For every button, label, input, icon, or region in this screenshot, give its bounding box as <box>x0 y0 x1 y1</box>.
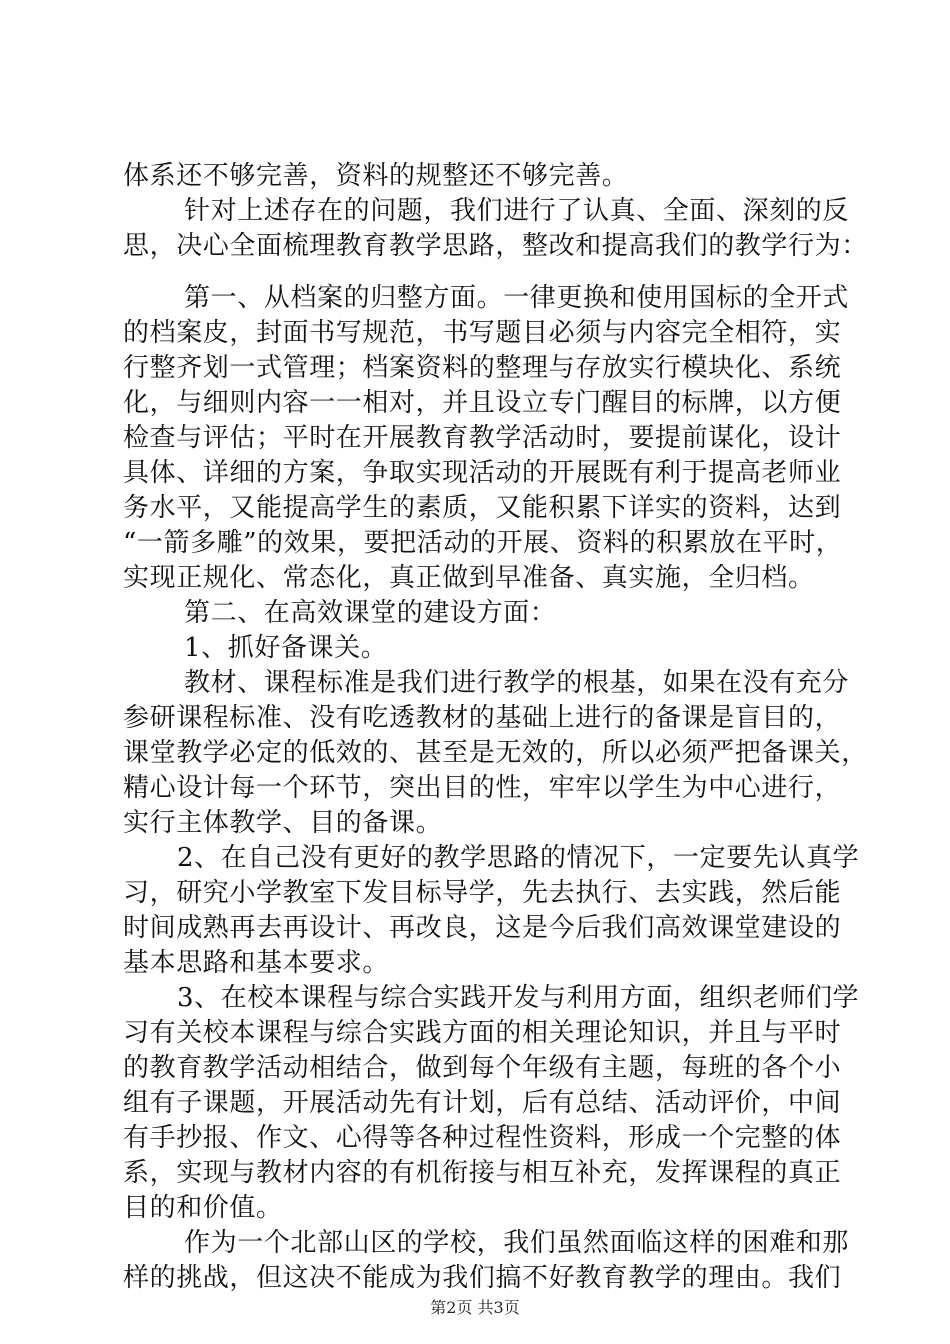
text-line: “一箭多雕”的效果，要把活动的开展、资料的积累放在平时， <box>123 528 843 558</box>
text-line: 检查与评估；平时在开展教育教学活动时，要提前谋化，设计 <box>123 423 842 453</box>
text-line: 2、在自己没有更好的教学思路的情况下，一定要先认真学 <box>177 843 860 873</box>
text-line: 第二、在高效课堂的建设方面： <box>184 598 557 628</box>
text-line: 化，与细则内容一一相对，并且设立专门醒目的标牌，以方便 <box>123 388 842 418</box>
text-line: 1、抓好备课关。 <box>184 633 388 663</box>
text-line: 样的挑战，但这决不能成为我们搞不好教育教学的理由。我们 <box>123 1263 842 1293</box>
text-line: 务水平，又能提高学生的素质，又能积累下详实的资料，达到 <box>123 493 842 523</box>
text-line: 行整齐划一式管理；档案资料的整理与存放实行模块化、系统 <box>123 353 842 383</box>
text-line: 的档案皮，封面书写规范，书写题目必须与内容完全相符，实 <box>123 318 842 348</box>
text-line: 实行主体教学、目的备课。 <box>123 808 443 838</box>
text-line: 习，研究小学教室下发目标导学，先去执行、去实践，然后能 <box>123 878 842 908</box>
text-line: 基本思路和基本要求。 <box>123 948 390 978</box>
text-line: 有手抄报、作文、心得等各种过程性资料，形成一个完整的体 <box>123 1123 842 1153</box>
text-line: 习有关校本课程与综合实践方面的相关理论知识，并且与平时 <box>123 1018 842 1048</box>
text-line: 具体、详细的方案，争取实现活动的开展既有利于提高老师业 <box>123 458 842 488</box>
text-line: 实现正规化、常态化，真正做到早准备、真实施，全归档。 <box>123 563 815 593</box>
text-line: 的教育教学活动相结合，做到每个年级有主题，每班的各个小 <box>123 1053 842 1083</box>
text-line: 教材、课程标准是我们进行教学的根基，如果在没有充分 <box>184 668 850 698</box>
page-footer: 第2页 共3页 <box>430 1298 520 1317</box>
text-line: 系，实现与教材内容的有机衔接与相互补充，发挥课程的真正 <box>123 1158 842 1188</box>
text-line: 3、在校本课程与综合实践开发与利用方面，组织老师们学 <box>177 983 860 1013</box>
text-line: 针对上述存在的问题，我们进行了认真、全面、深刻的反 <box>184 196 850 226</box>
text-line: 目的和价值。 <box>123 1193 283 1223</box>
text-line: 作为一个北部山区的学校，我们虽然面临这样的困难和那 <box>184 1228 850 1258</box>
text-line: 参研课程标准、没有吃透教材的基础上进行的备课是盲目的， <box>123 703 842 733</box>
text-line: 精心设计每一个环节，突出目的性，牢牢以学生为中心进行， <box>123 773 842 803</box>
text-line: 第一、从档案的归整方面。一律更换和使用国标的全开式 <box>184 283 850 313</box>
text-line: 体系还不够完善，资料的规整还不够完善。 <box>123 161 629 191</box>
text-line: 组有子课题，开展活动先有计划，后有总结、活动评价，中间 <box>123 1088 842 1118</box>
text-line: 时间成熟再去再设计、再改良，这是今后我们高效课堂建设的 <box>123 913 842 943</box>
text-line: 思，决心全面梳理教育教学思路，整改和提高我们的教学行为： <box>123 231 868 261</box>
text-line: 课堂教学必定的低效的、甚至是无效的，所以必须严把备课关， <box>123 738 868 768</box>
